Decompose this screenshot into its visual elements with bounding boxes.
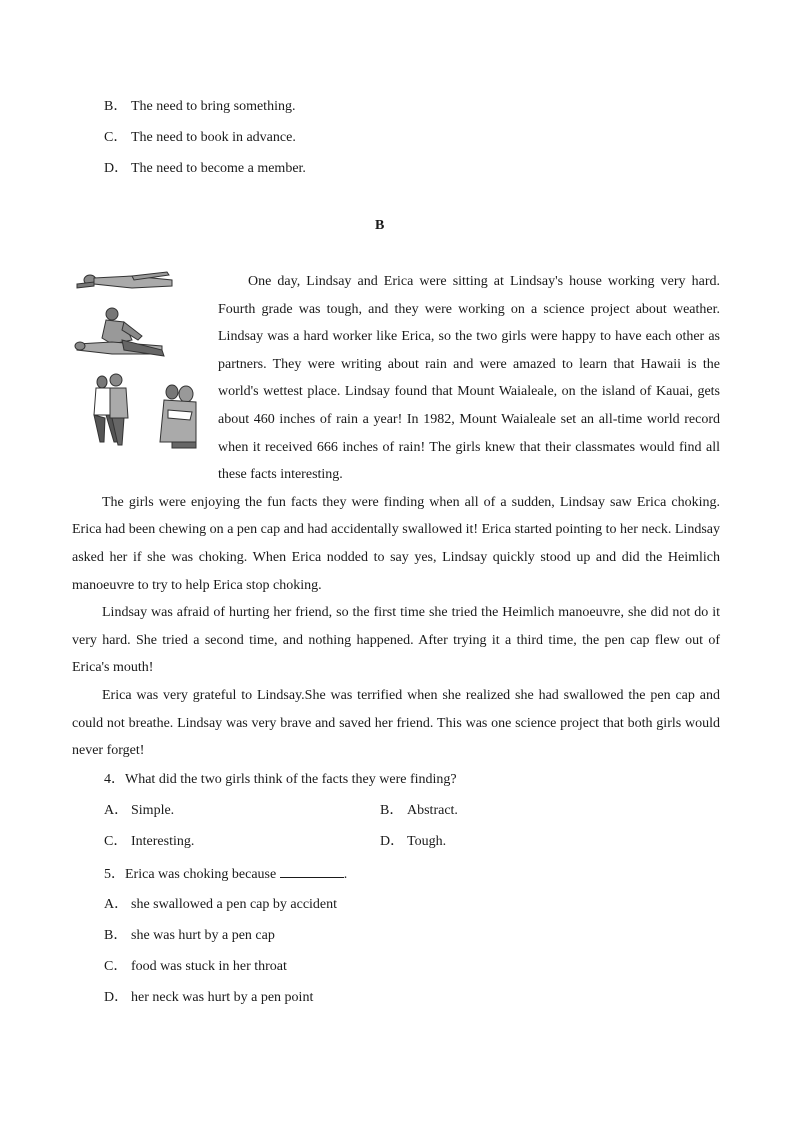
question-5-stem [104,865,347,884]
self-heimlich-icon [160,385,196,448]
option-label: B． [104,928,128,943]
option-label: C． [104,834,128,849]
option-label: B． [104,99,128,114]
q5-option-b [104,927,275,945]
q5-option-a [104,896,337,914]
q4-option-a [104,802,174,820]
passage-paragraph-1: One day, Lindsay and Erica were sitting at Lindsay's house working very hard. Fourth grade was tough, and they were working on a science project about weather. Lindsay was a hard worker like Erica, so the two girls were happy to have each other as partners. They were writing about rain and were amazed to learn that Hawaii is the world's wettest place. Lindsay found that Mount Waialeale, on the island of Kauai, gets about 460 inches of rain a year! In 1982, Mount Waialeale set an all-time world record when it received 666 inches of rain! The girls knew that their classmates would find all these facts interesting. [218,274,720,483]
option-text: The need to become a member. [131,161,306,176]
answer-blank [280,865,344,878]
option-text: her neck was hurt by a pen point [131,990,314,1005]
section-heading: B [375,218,385,233]
question-5-text: 5．Erica was choking because [104,867,277,882]
option-label: C． [104,959,128,974]
q5-option-d [104,989,313,1007]
q5-option-c [104,958,287,976]
option-label: D． [104,161,129,176]
option-text: food was stuck in her throat [131,959,287,974]
option-text: Tough. [407,834,447,849]
question-5-end: . [343,867,348,882]
q4-option-b [380,802,458,820]
option-label: D． [104,990,129,1005]
option-text: Abstract. [407,803,458,818]
option-label: B． [380,803,404,818]
q4-option-c [104,833,194,851]
option-label: A． [104,803,129,818]
passage-paragraph-2: The girls were enjoying the fun facts they were finding when all of a sudden, Lindsay saw Erica choking. Erica had been chewing on a pen cap and had accidentally swallowed it! Erica started pointing to her neck. Lindsay asked her if she was choking. When Erica nodded to say yes, Lindsay quickly stood up and did the Heimlich manoeuvre to try to help Erica stop choking. [72,494,720,593]
option-label: D． [380,834,405,849]
heimlich-illustration [72,270,218,450]
kneeling-rescuer-icon [75,308,164,356]
option-text: The need to bring something. [131,99,296,114]
option-label: A． [104,897,129,912]
option-b-prev [104,98,295,116]
passage-paragraph-4: Erica was very grateful to Lindsay.She was terrified when she realized she had swallowed the pen cap and could not breathe. Lindsay was very brave and saved her friend. This was one science project that both girls would never forget! [72,687,720,759]
question-4-stem: 4．What did the two girls think of the facts they were finding? [104,772,457,787]
option-label: C． [104,130,128,145]
option-c-prev [104,129,296,147]
option-text: Simple. [131,803,175,818]
lying-person-icon [77,272,172,288]
option-text: she swallowed a pen cap by accident [131,897,338,912]
passage-paragraph-3: Lindsay was afraid of hurting her friend, so the first time she tried the Heimlich manoeuvre, she did not do it very hard. She tried a second time, and nothing happened. After trying it a third time, the pen cap flew out of Erica's mouth! [72,605,720,676]
option-text: The need to book in advance. [131,130,296,145]
q4-option-d [380,833,446,851]
option-text: she was hurt by a pen cap [131,928,275,943]
standing-heimlich-icon [94,374,128,445]
option-d-prev [104,160,306,178]
option-text: Interesting. [131,834,195,849]
